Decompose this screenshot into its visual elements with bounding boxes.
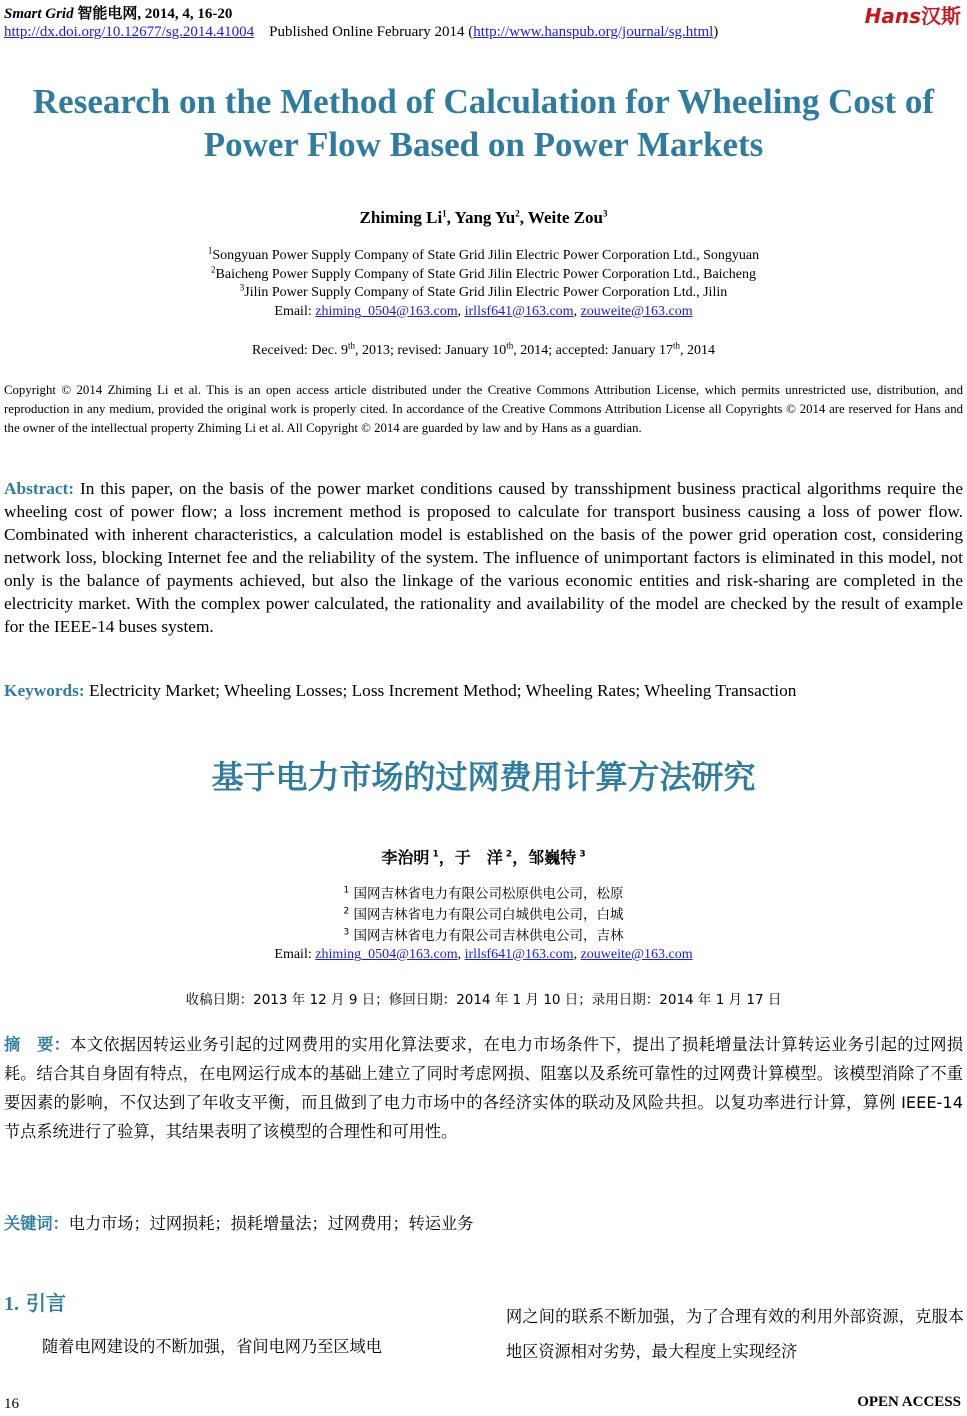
cn-affiliation-line [0,926,967,947]
page-number: 16 [4,1396,19,1412]
email-sep: , [457,947,465,962]
email-link[interactable]: zouweite@163.com [580,303,693,319]
cn-keywords-text: 电力市场；过网损耗；损耗增量法；过网费用；转运业务 [68,1214,474,1233]
abstract-text: In this paper, on the basis of the power market conditions caused by transshipment business practical algorithms require the wheeling cost of power flow; a loss increment method is proposed to calculate for transport business causing a loss of power flow. Combinated with inherent characteristics, a calculation model is established on the basis of the power grid operation cost, considering network loss, blocking Internet fee and the reliability of the system. The influence of unimportant factors is eliminated in this model, not only is the balance of payments achieved, but also the linkage of the various economic entities and risk-sharing are completed in the electricity market. With the complex power calculated, the rationality and availability of the model are checked by the result of example for the IEEE-14 buses system. [4,479,963,636]
cn-affiliation-text: 国网吉林省电力有限公司白城供电公司，白城 [349,907,624,923]
cn-received-dates: 收稿日期：2013 年 12 月 9 日；修回日期：2014 年 1 月 10 日；录用日期：2014 年 1 月 17 日 [185,992,782,1008]
author-sep: , [519,208,528,227]
revised-part: , 2013; revised: January 10 [354,343,507,358]
open-access-label: OPEN ACCESS [857,1394,961,1410]
author-sup: 1 [442,208,447,219]
affiliation-text: Songyuan Power Supply Company of State Grid Jilin Electric Power Corporation Ltd., Songyuan [212,248,760,263]
abstract-label: Abstract: [4,479,75,498]
accepted-part: , 2014; accepted: January 17 [513,343,674,358]
section-heading [4,1287,66,1316]
author-sup: 2 [515,208,520,219]
revised-sup: th [506,340,514,351]
body-column-left: 随着电网建设的不断加强，省间电网乃至区域电 [42,1337,382,1356]
email-sep: , [573,947,581,962]
affiliation-sup: 2 [211,263,216,274]
received-sup: th [347,340,355,351]
author-name: Weite Zou [527,208,603,227]
cn-affiliations [0,884,967,947]
cn-affiliation-sup: 2 [343,906,350,917]
publisher-logo [865,0,961,29]
received-dates [0,340,967,359]
cn-abstract [4,1030,963,1146]
affiliations [0,247,967,321]
cn-keywords [4,1210,963,1234]
affiliation-text: Baicheng Power Supply Company of State Grid Jilin Electric Power Corporation Ltd., Baicheng [215,266,756,282]
cn-affiliation-sup: 1 [343,885,350,896]
cn-author-sup: 1 [429,849,439,860]
received-part: Received: Dec. 9 [251,343,348,358]
email-link[interactable]: zouweite@163.com [580,947,693,962]
cn-author-name: 邹巍特 [528,848,577,867]
email-link[interactable]: irllsf641@163.com [464,947,574,962]
cn-paper-title: 基于电力市场的过网费用计算方法研究 [211,758,756,796]
cn-author-sep: ， [438,848,455,867]
abstract [4,477,963,638]
journal-header [4,2,232,23]
email-sep: , [457,303,465,319]
keywords-label: Keywords: [4,681,85,700]
cn-author-sup: 3 [576,849,586,860]
affiliation-line [0,263,967,285]
cn-email-line [0,947,967,963]
author-name: Yang Yu [454,208,516,227]
author-name: Zhiming Li [359,208,443,227]
doi-link[interactable]: http://dx.doi.org/10.12677/sg.2014.41004 [4,24,255,40]
cn-author-sup: 2 [502,849,513,860]
affiliation-text: Jilin Power Supply Company of State Grid Jilin Electric Power Corporation Ltd., Jilin [244,285,728,300]
email-link[interactable]: irllsf641@163.com [464,303,574,319]
cn-author-name: 于 洋 [454,848,503,867]
author-sup: 3 [602,208,608,219]
accepted-year: , 2014 [680,343,716,358]
cn-author-name: 李治明 [381,848,430,867]
cn-affiliation-line [0,884,967,905]
section-number: 1. [4,1293,19,1315]
cn-affiliation-sup: 3 [343,927,350,938]
email-label: Email: [274,947,316,962]
email-label: Email: [274,303,316,319]
cn-keywords-label: 关键词： [4,1214,69,1233]
journal-name-cn: 智能电网 [77,6,138,22]
keywords [4,681,963,701]
cn-abstract-text: 本文依据因转运业务引起的过网费用的实用化算法要求，在电力市场条件下，提出了损耗增量法计算转运业务引起的过网损耗。结合其自身固有特点，在电网运行成本的基础上建立了同时考虑网损、阻塞以及系统可靠性的过网费计算模型。该模型消除了不重要因素的影响，不仅达到了年收支平衡，而且做到了电力市场中的各经济实体的联动及风险共担。以复功率进行计算，算例 IEEE-14 节点系统进行了验算，其结果表明了该模型的合理性和可用性。 [4,1035,964,1141]
email-link[interactable]: zhiming_0504@163.com [315,303,458,319]
cn-abstract-label: 摘 要： [4,1035,71,1054]
published-text: Published Online February 2014 ( [269,24,474,40]
email-link[interactable]: zhiming_0504@163.com [315,947,458,962]
cn-author-list [0,845,967,868]
paper-title: Research on the Method of Calculation for Wheeling Cost of Power Flow Based on Power Markets [32,82,935,164]
cn-affiliation-text: 国网吉林省电力有限公司松原供电公司，松原 [349,886,624,902]
affiliation-line [0,247,967,266]
accepted-sup: th [673,340,681,351]
cn-affiliation-text: 国网吉林省电力有限公司吉林供电公司，吉林 [349,928,624,944]
journal-info: , 2014, 4, 16-20 [137,6,233,22]
body-column-right: 网之间的联系不断加强，为了合理有效的利用外部资源，克服本地区资源相对劣势，最大程度上实现经济 [506,1307,964,1361]
journal-link[interactable]: http://www.hanspub.org/journal/sg.html [473,24,714,40]
logo-cn: 汉斯 [921,4,961,28]
email-line [0,303,967,322]
affiliation-line [0,284,967,303]
doi-line [4,24,718,41]
logo-latin: Hans [864,4,921,28]
keywords-text: Electricity Market; Wheeling Losses; Loss Increment Method; Wheeling Rates; Wheeling Transaction [84,681,797,700]
email-sep: , [573,303,581,319]
affiliation-sup: 1 [207,245,213,256]
author-sep: , [446,208,455,227]
affiliation-sup: 3 [239,282,245,293]
journal-name: Smart Grid [4,6,74,22]
copyright-notice: Copyright © 2014 Zhiming Li et al. This is an open access article distributed under the Creative Commons Attribution License, which permits unrestricted use, distribution, and reproduction in any medium, provided the original work is properly cited. In accordance of the Creative Commons Attribution License all Copyrights © 2014 are reserved for Hans and the owner of the intellectual property Zhiming Li et al. All Copyright © 2014 are guarded by law and by Hans as a guardian. [4,383,963,435]
cn-author-sep: ， [512,848,529,867]
author-list [0,208,967,228]
section-title: 引言 [25,1291,66,1315]
closing-paren: ) [713,24,719,40]
cn-affiliation-line [0,905,967,926]
